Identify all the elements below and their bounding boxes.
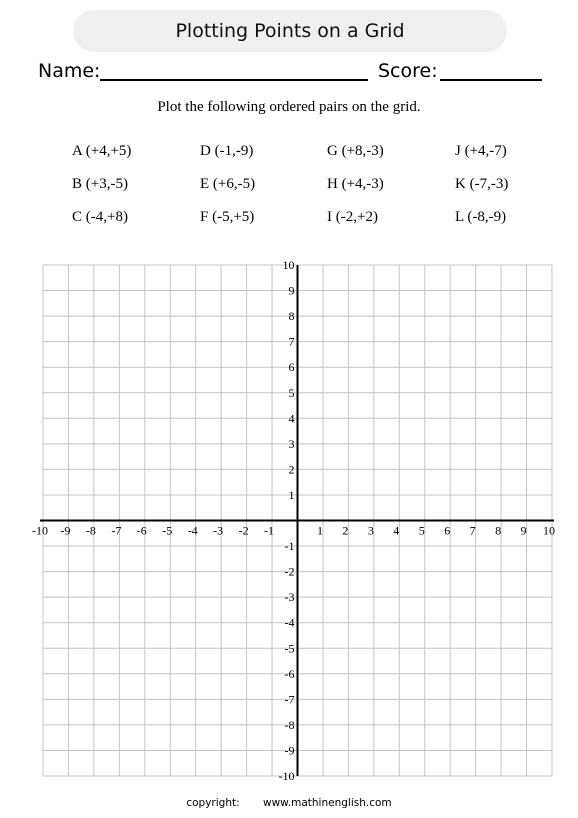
x-tick-label: 2 [342,523,349,538]
x-tick-label: -7 [111,523,122,538]
pair-j: J (+4,-7) [455,143,507,159]
x-tick-label: 3 [367,523,374,538]
x-tick-label: -4 [187,523,198,538]
y-tick-label: 7 [288,334,295,349]
copyright-site: www.mathinenglish.com [262,797,392,809]
x-tick-label: 10 [543,523,555,538]
y-tick-label: -5 [284,641,295,656]
y-tick-label: 6 [288,360,295,375]
y-tick-label: -6 [284,666,295,681]
x-tick-label: -3 [213,523,224,538]
x-tick-label: 8 [495,523,502,538]
x-tick-label: 5 [418,523,425,538]
score-label: Score: [378,60,438,82]
pair-e: E (+6,-5) [200,176,256,192]
x-tick-label: -6 [136,523,147,538]
footer [0,797,578,809]
y-tick-label: -9 [284,743,295,758]
pair-d: D (-1,-9) [200,143,254,159]
x-tick-label: 7 [469,523,476,538]
x-tick-label: -5 [162,523,173,538]
pair-l: L (-8,-9) [455,209,507,225]
pair-f: F (-5,+5) [200,209,255,225]
pair-b: B (+3,-5) [72,176,128,192]
copyright-label: copyright: [186,797,240,809]
x-tick-label: -10 [32,523,48,538]
x-tick-label: 6 [444,523,451,538]
pair-h: H (+4,-3) [327,176,384,192]
x-tick-label: -2 [238,523,249,538]
pair-c: C (-4,+8) [72,209,128,225]
y-tick-label: 5 [288,385,295,400]
y-tick-label: 2 [288,462,295,477]
pair-g: G (+8,-3) [327,143,384,159]
y-tick-label: -8 [284,717,295,732]
instructions: Plot the following ordered pairs on the grid. [157,99,421,115]
x-tick-label: -1 [264,523,275,538]
y-tick-label: -2 [284,564,295,579]
y-tick-label: -7 [284,692,295,707]
y-tick-label: 4 [288,411,295,426]
y-tick-label: -3 [284,590,295,605]
pair-a: A (+4,+5) [72,143,132,159]
y-tick-label: 1 [288,487,295,502]
y-tick-label: 9 [288,283,295,298]
y-tick-label: 8 [288,309,295,324]
pair-i: I (-2,+2) [327,209,378,225]
x-tick-label: -9 [60,523,71,538]
y-tick-label: -10 [278,769,295,783]
title-text: Plotting Points on a Grid [175,20,405,42]
y-tick-label: -1 [284,539,295,554]
x-tick-label: 1 [316,523,323,538]
y-tick-label: 3 [288,436,295,451]
y-tick-label: 10 [282,258,295,272]
y-tick-label: -4 [284,615,295,630]
pair-k: K (-7,-3) [455,176,509,192]
x-tick-label: 4 [393,523,400,538]
x-tick-label: -8 [85,523,96,538]
name-label: Name: [38,60,101,82]
x-tick-label: 9 [520,523,527,538]
